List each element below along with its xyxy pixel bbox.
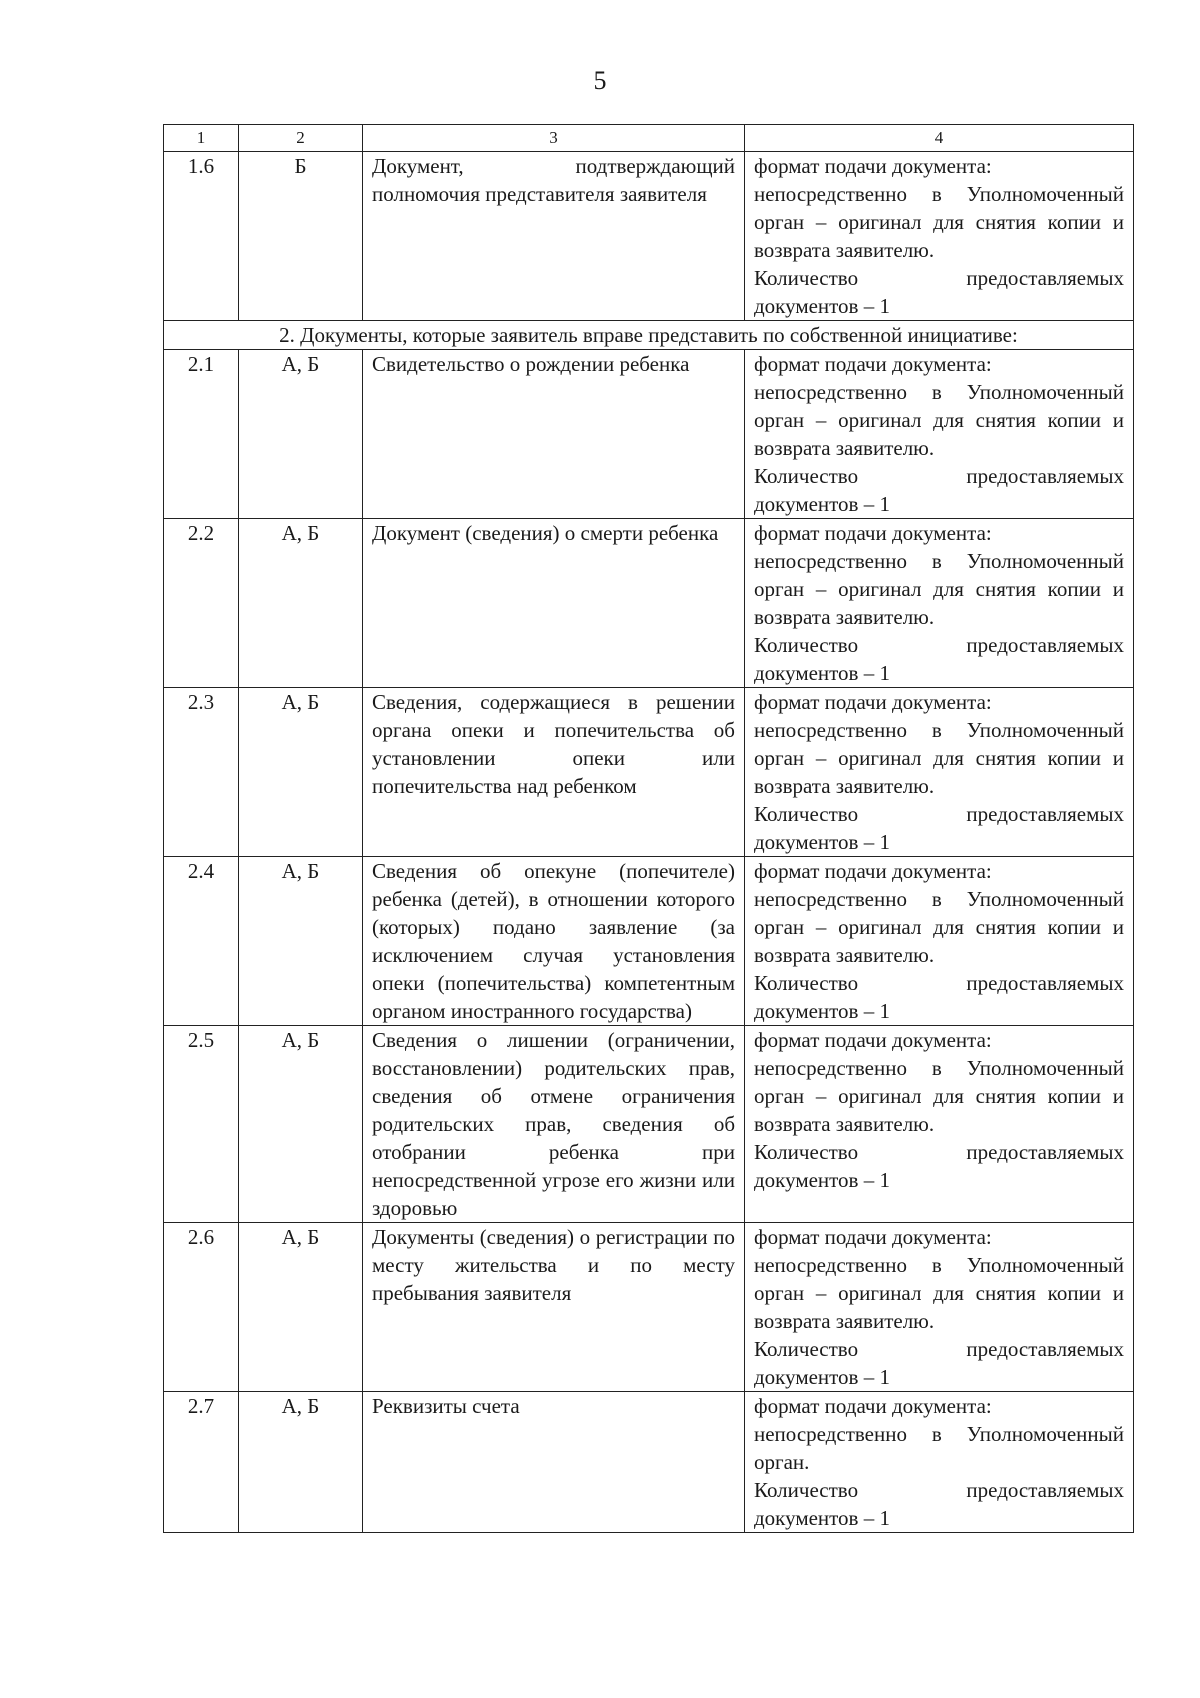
format-line: формат подачи документа: [754, 1028, 992, 1052]
table-row [164, 152, 1134, 321]
header-cell: 2 [239, 125, 363, 152]
row-category: А, Б [239, 1026, 363, 1223]
format-line: Количество предоставляемых документов – 1 [754, 464, 1124, 516]
row-document: Сведения о лишении (ограничении, восстановлении) родительских прав, сведения об отмене ограничения родительских прав, сведения об отобрании ребенка при непосредственной угрозе его жизни или здоровью [363, 1026, 745, 1223]
table-row [164, 1223, 1134, 1392]
format-line: Количество предоставляемых документов – 1 [754, 1140, 1124, 1192]
row-category: А, Б [239, 1392, 363, 1533]
row-category: А, Б [239, 350, 363, 519]
row-number: 2.5 [164, 1026, 239, 1223]
row-document: Реквизиты счета [363, 1392, 745, 1533]
row-format [745, 1223, 1134, 1392]
format-line: Количество предоставляемых документов – 1 [754, 802, 1124, 854]
row-document: Свидетельство о рождении ребенка [363, 350, 745, 519]
format-line: Количество предоставляемых документов – 1 [754, 1337, 1124, 1389]
section-heading: 2. Документы, которые заявитель вправе представить по собственной инициативе: [164, 321, 1134, 350]
format-line: Количество предоставляемых документов – 1 [754, 971, 1124, 1023]
row-format [745, 1026, 1134, 1223]
row-format [745, 688, 1134, 857]
row-number: 2.7 [164, 1392, 239, 1533]
row-format [745, 519, 1134, 688]
row-number: 2.3 [164, 688, 239, 857]
format-line: непосредственно в Уполномоченный орган – оригинал для снятия копии и возврата заявителю. [754, 549, 1124, 629]
header-cell: 1 [164, 125, 239, 152]
format-line: формат подачи документа: [754, 1394, 992, 1418]
row-document: Сведения об опекуне (попечителе) ребенка (детей), в отношении которого (которых) подано заявление (за исключением случая установления опеки (попечительства) компетентным органом иностранного государства) [363, 857, 745, 1026]
row-number: 2.2 [164, 519, 239, 688]
format-line: непосредственно в Уполномоченный орган – оригинал для снятия копии и возврата заявителю. [754, 1056, 1124, 1136]
format-line: формат подачи документа: [754, 521, 992, 545]
row-number: 2.1 [164, 350, 239, 519]
row-category: Б [239, 152, 363, 321]
page-number: 5 [593, 66, 607, 95]
table-row [164, 688, 1134, 857]
format-line: формат подачи документа: [754, 690, 992, 714]
row-document: Документ (сведения) о смерти ребенка [363, 519, 745, 688]
row-category: А, Б [239, 1223, 363, 1392]
table-row [164, 1392, 1134, 1533]
format-line: Количество предоставляемых документов – 1 [754, 633, 1124, 685]
row-number: 1.6 [164, 152, 239, 321]
format-line: непосредственно в Уполномоченный орган – оригинал для снятия копии и возврата заявителю. [754, 1253, 1124, 1333]
table-row [164, 519, 1134, 688]
row-number: 2.4 [164, 857, 239, 1026]
format-line: Количество предоставляемых документов – 1 [754, 1478, 1124, 1530]
documents-table [163, 124, 1134, 1533]
header-cell: 4 [745, 125, 1134, 152]
format-line: непосредственно в Уполномоченный орган – оригинал для снятия копии и возврата заявителю. [754, 718, 1124, 798]
table-header-row [164, 125, 1134, 152]
format-line: Количество предоставляемых документов – 1 [754, 266, 1124, 318]
format-line: формат подачи документа: [754, 1225, 992, 1249]
row-document: Документы (сведения) о регистрации по месту жительства и по месту пребывания заявителя [363, 1223, 745, 1392]
row-number: 2.6 [164, 1223, 239, 1392]
format-line: формат подачи документа: [754, 154, 992, 178]
row-document: Сведения, содержащиеся в решении органа опеки и попечительства об установлении опеки или попечительства над ребенком [363, 688, 745, 857]
row-format [745, 350, 1134, 519]
table-row [164, 1026, 1134, 1223]
format-line: непосредственно в Уполномоченный орган – оригинал для снятия копии и возврата заявителю. [754, 380, 1124, 460]
section-heading-row [164, 321, 1134, 350]
format-line: формат подачи документа: [754, 352, 992, 376]
format-line: непосредственно в Уполномоченный орган – оригинал для снятия копии и возврата заявителю. [754, 887, 1124, 967]
header-cell: 3 [363, 125, 745, 152]
format-line: непосредственно в Уполномоченный орган. [754, 1422, 1124, 1474]
table-row [164, 350, 1134, 519]
row-category: А, Б [239, 519, 363, 688]
table-row [164, 857, 1134, 1026]
format-line: непосредственно в Уполномоченный орган – оригинал для снятия копии и возврата заявителю. [754, 182, 1124, 262]
row-category: А, Б [239, 688, 363, 857]
row-document: Документ, подтверждающий полномочия представителя заявителя [363, 152, 745, 321]
row-format [745, 1392, 1134, 1533]
row-category: А, Б [239, 857, 363, 1026]
row-format [745, 857, 1134, 1026]
row-format [745, 152, 1134, 321]
format-line: формат подачи документа: [754, 859, 992, 883]
